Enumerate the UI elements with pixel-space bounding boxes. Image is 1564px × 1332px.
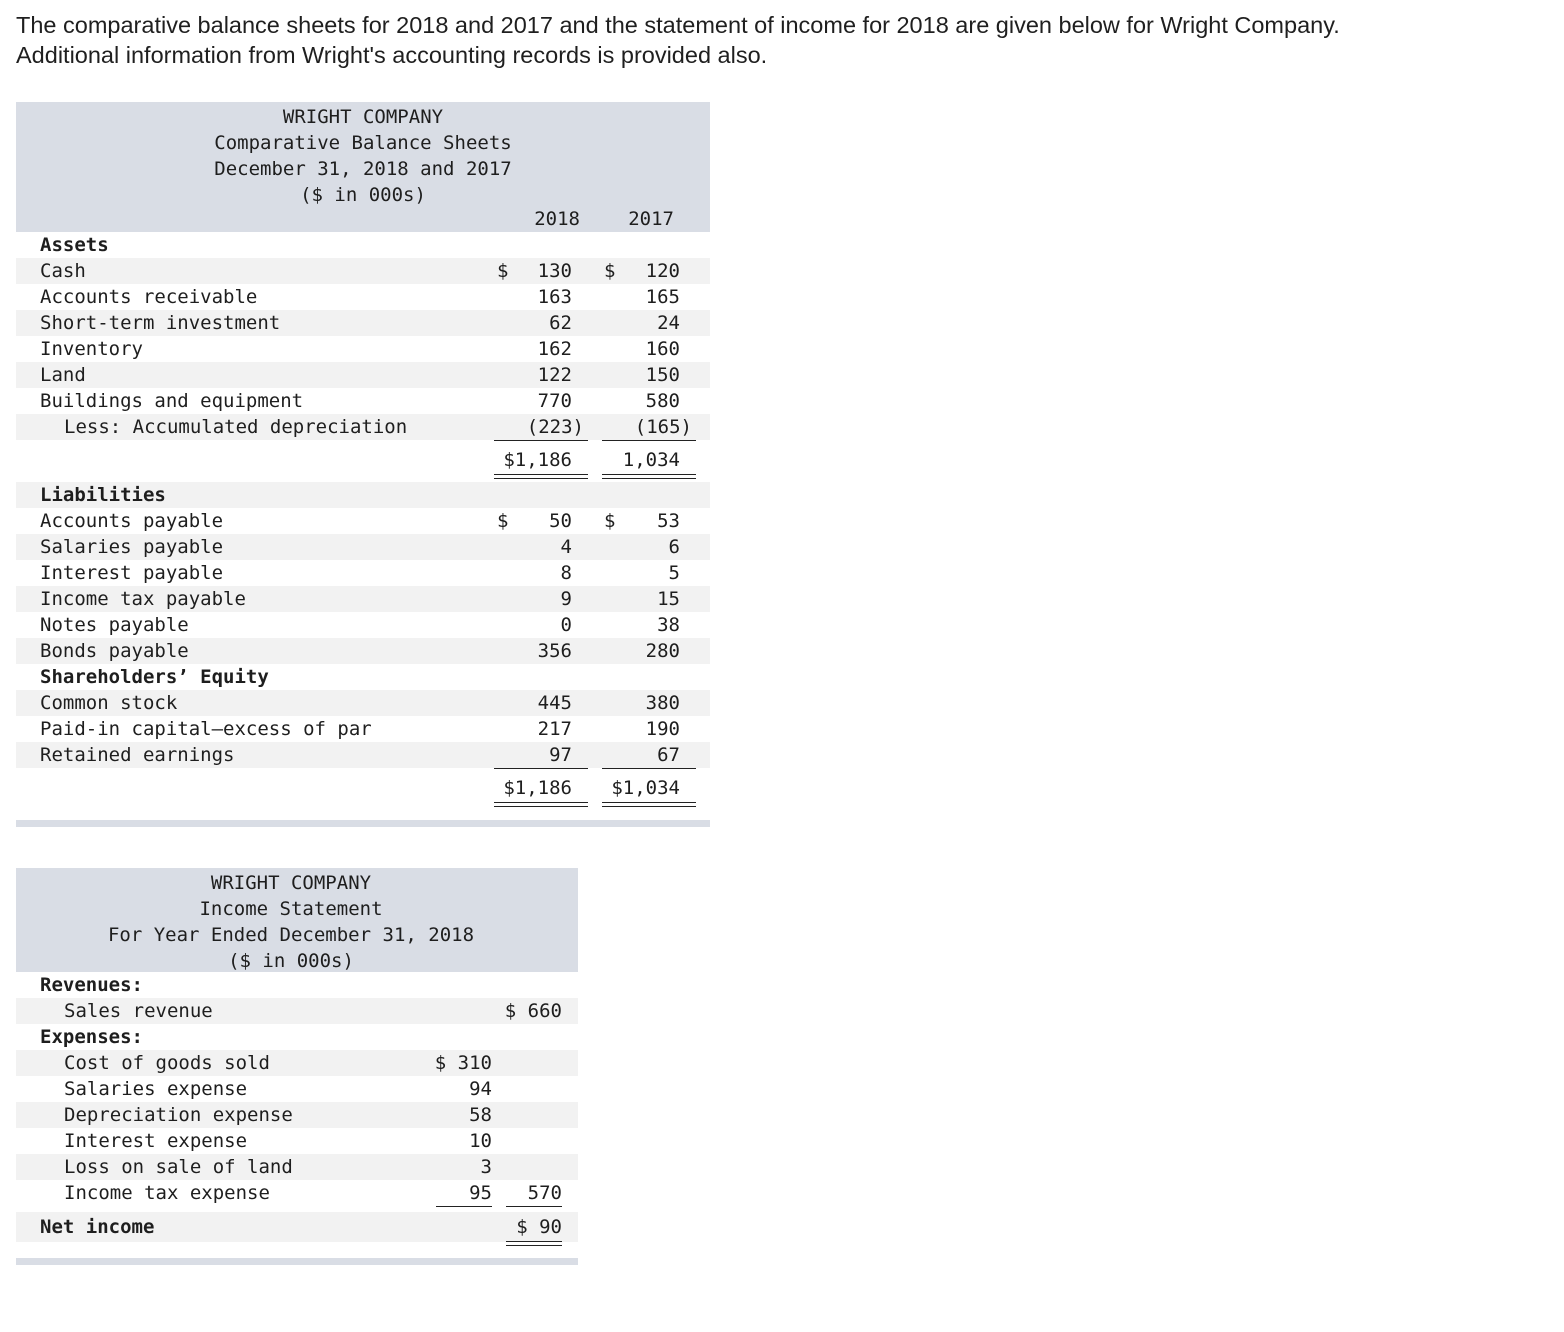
liabilities-heading: Liabilities xyxy=(40,484,166,506)
table-row: Land 122 150 xyxy=(16,362,710,388)
table-row: Loss on sale of land 3 xyxy=(16,1154,578,1180)
table-row: Notes payable 0 38 xyxy=(40,614,680,636)
table-row: Income tax expense 95 570 xyxy=(64,1182,562,1204)
table-row: Accounts payable $ 50 $ 53 xyxy=(40,510,680,532)
intro-line-2: Additional information from Wright's accounting records is provided also. xyxy=(16,42,768,68)
sales-revenue-value: $ 660 xyxy=(504,1000,562,1022)
liab-equity-total-2017: $1,034 xyxy=(611,777,680,799)
table-row: Less: Accumulated depreciation (223) (165) xyxy=(16,414,710,440)
bs-date: December 31, 2018 and 2017 xyxy=(214,158,512,180)
assets-subtotal-rule-2018 xyxy=(494,440,588,441)
total-expenses-rule xyxy=(506,1206,562,1207)
income-statement xyxy=(16,868,578,1268)
assets-total-2017: 1,034 xyxy=(622,449,680,471)
table-row: Short-term investment 62 24 xyxy=(16,310,710,336)
table-row: Interest expense 10 xyxy=(64,1130,492,1152)
table-row xyxy=(16,1212,578,1242)
net-income-label: Net income xyxy=(40,1216,155,1238)
table-row xyxy=(16,775,710,801)
sales-revenue-label: Sales revenue xyxy=(64,1000,213,1022)
total-expenses-value: 570 xyxy=(527,1182,562,1204)
table-row xyxy=(16,998,578,1024)
liab-equity-subtotal-rule-2018 xyxy=(494,768,588,769)
table-row: Paid-in capital—excess of par 217 190 xyxy=(40,718,680,740)
bs-title: Comparative Balance Sheets xyxy=(214,132,512,154)
intro-text xyxy=(16,10,1516,70)
table-row: Common stock 445 380 xyxy=(16,690,710,716)
liab-equity-total-2018: $1,186 xyxy=(503,777,572,799)
is-company-name: WRIGHT COMPANY xyxy=(210,872,372,894)
table-row: Cash $ 130 $ 120 xyxy=(16,258,710,284)
assets-heading: Assets xyxy=(40,234,109,256)
bs-units: ($ in 000s) xyxy=(300,184,426,206)
table-row: Accounts receivable 163 165 xyxy=(40,286,680,308)
table-row: Salaries payable 4 6 xyxy=(16,534,710,560)
expenses-heading: Expenses: xyxy=(40,1026,143,1048)
intro-line-1: The comparative balance sheets for 2018 and 2017 and the statement of income for 2018 are given below for Wright Company. xyxy=(16,12,1340,38)
table-row: Income tax payable 9 15 xyxy=(16,586,710,612)
table-row: Cost of goods sold $ 310 xyxy=(16,1050,578,1076)
table-row: Retained earnings 97 67 xyxy=(16,742,710,768)
equity-heading: Shareholders’ Equity xyxy=(40,666,269,688)
table-row xyxy=(16,447,710,473)
table-row: Bonds payable 356 280 xyxy=(16,638,710,664)
assets-total-2018: $1,186 xyxy=(503,449,572,471)
net-income-value: $ 90 xyxy=(516,1216,562,1238)
table-row: Inventory 162 160 xyxy=(40,338,680,360)
liab-equity-double-rule-2017 xyxy=(602,802,696,807)
expenses-rule xyxy=(436,1206,492,1207)
is-period: For Year Ended December 31, 2018 xyxy=(107,924,475,946)
net-income-double-rule xyxy=(506,1241,562,1246)
table-row: Interest payable 8 5 xyxy=(40,562,680,584)
bs-col-2018: 2018 xyxy=(534,208,580,230)
assets-total-double-rule-2018 xyxy=(494,474,588,479)
bs-company-name: WRIGHT COMPANY xyxy=(282,106,444,128)
table-row: Buildings and equipment 770 580 xyxy=(40,390,680,412)
is-units: ($ in 000s) xyxy=(228,950,354,972)
table-row: Depreciation expense 58 xyxy=(16,1102,578,1128)
is-title: Income Statement xyxy=(199,898,383,920)
table-row: Salaries expense 94 xyxy=(64,1078,492,1100)
assets-subtotal-rule-2017 xyxy=(602,440,696,441)
liab-equity-double-rule-2018 xyxy=(494,802,588,807)
balance-sheet-footer-bar xyxy=(16,820,710,827)
income-statement-footer-bar xyxy=(16,1258,578,1265)
bs-col-2017: 2017 xyxy=(628,208,674,230)
liab-equity-subtotal-rule-2017 xyxy=(602,768,696,769)
revenues-heading: Revenues: xyxy=(40,974,143,996)
balance-sheet xyxy=(16,102,710,828)
assets-total-double-rule-2017 xyxy=(602,474,696,479)
